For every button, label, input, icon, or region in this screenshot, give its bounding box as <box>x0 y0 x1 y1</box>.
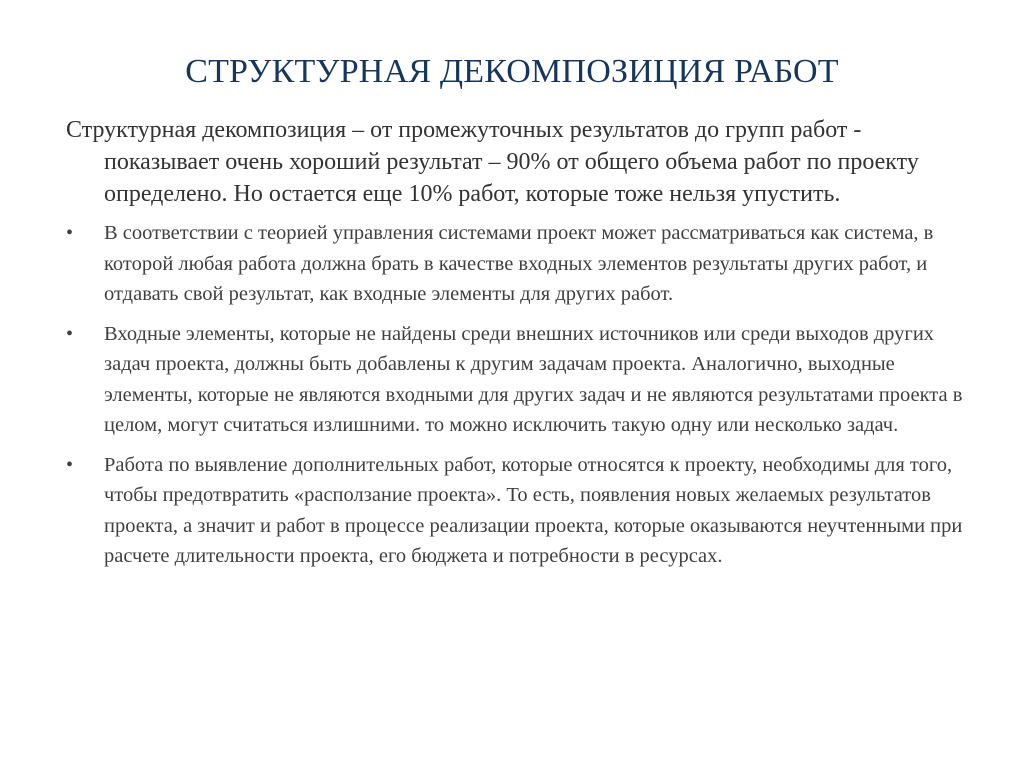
bullet-item-1 <box>66 218 976 310</box>
slide-body <box>66 114 976 581</box>
bullet-dot-icon: • <box>66 322 74 345</box>
bullet-dot-icon: • <box>66 222 74 244</box>
bullet-text: Входные элементы, которые не найдены среди внешних источников или среди выходов других задач проекта, должны быть добавлены к другим задачам проекта. Аналогично, выходные элементы, которые не являются входными для других задач и не являются результатами проекта в целом, могут считаться излишними. то можно исключить такую одну или несколько задач. <box>104 322 963 436</box>
bullet-dot-icon: • <box>66 453 74 476</box>
bullet-item-3 <box>66 450 976 572</box>
intro-paragraph: Структурная декомпозиция – от промежуточных результатов до групп работ - показывает очень хороший результат – 90% от общего объема работ по проекту определено. Но остается еще 10% работ, которые тоже нельзя упустить. <box>66 117 919 207</box>
bullet-text: В соответствии с теорией управления системами проект может рассматриваться как система, в которой любая работа должна брать в качестве входных элементов результаты других работ, и отдавать свой результат, как входные элементы для других работ. <box>104 222 934 305</box>
bullet-item-2 <box>66 319 976 441</box>
bullet-list <box>66 218 976 572</box>
slide-title: СТРУКТУРНАЯ ДЕКОМПОЗИЦИЯ РАБОТ <box>185 53 839 90</box>
bullet-text: Работа по выявление дополнительных работ, которые относятся к проекту, необходимы для того, чтобы предотвратить «расползание проекта». То есть, появления новых желаемых результатов проекта, а значит и работ в процессе реализации проекта, которые оказываются неучтенными при расчете длительности проекта, его бюджета и потребности в ресурсах. <box>104 453 963 567</box>
